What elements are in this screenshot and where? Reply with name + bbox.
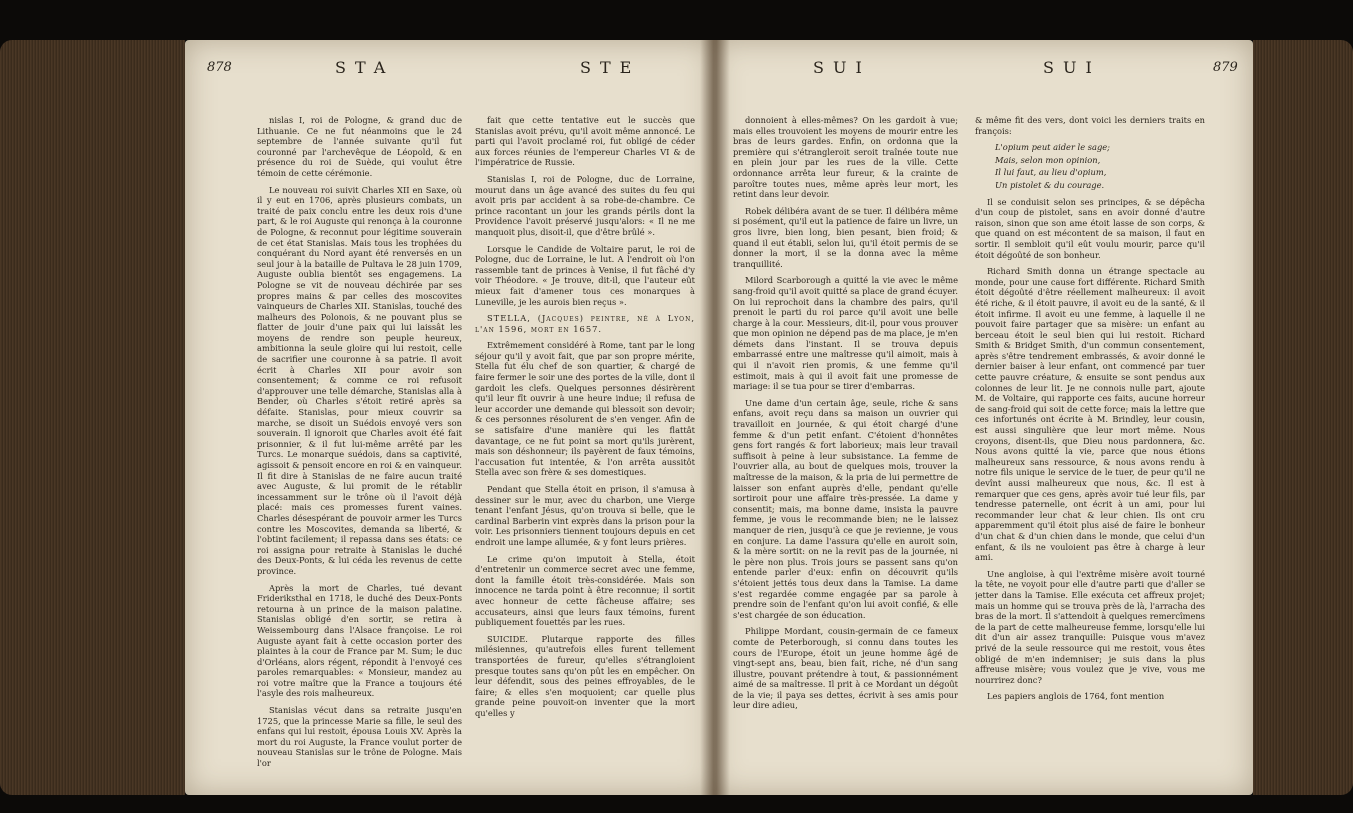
running-header: SUI xyxy=(1043,58,1101,77)
text-column xyxy=(975,115,1205,785)
text-column xyxy=(475,115,695,785)
running-header: SUI xyxy=(813,58,871,77)
paragraph: Après la mort de Charles, tué devant Frideriksthal en 1718, le duché des Deux-Ponts retourna à un prince de la maison palatine. Stanislas obligé d'en sortir, se retira à Weissembourg dans l'Alsace françoise. Le roi Auguste ayant fait à cette occasion porter des plaintes à la cour de France par M. Sum; le duc d'Orléans, alors régent, répondit à l'envoyé ces paroles remarquables: « Monsieur, mandez au roi votre maître que la France a toujours été l'asyle des rois malheureux. xyxy=(257,582,462,699)
poem-line: Mais, selon mon opinion, xyxy=(995,154,1101,165)
paragraph: Stanislas I, roi de Pologne, duc de Lorraine, mourut dans un âge avancé des suites du feu qui avoit pris par accident à sa robe-de-chambre. Ce prince racontant un jour les grands périls dont la Providence l'avoit préservé jusqu'alors: « Il ne me manquoit plus, disoit-il, que d'être brûlé ». xyxy=(475,173,695,237)
paragraph: Lorsque le Candide de Voltaire parut, le roi de Pologne, duc de Lorraine, le lut. A l'endroit où l'on rassemble tant de princes à Venise, il fut fâché d'y voir Théodore. « Je trouve, dit-il, que l'auteur eût mieux fait d'amener tous ces monarques à Luneville, je les aurois bien reçus ». xyxy=(475,243,695,307)
poem-line: Il lui faut, au lieu d'opium, xyxy=(995,167,1107,178)
paragraph: SUICIDE. Plutarque rapporte des filles milésiennes, qu'autrefois elles furent tellement transportées de fureur, qu'elles s'étrangloient presque toutes sans qu'on pût les en empêcher. On leur défendit, sous des peines effroyables, de le faire; & elles s'en moquoient; car quelle plus grande peine pouvoit-on inventer que la mort qu'elles y xyxy=(475,633,695,718)
page-number: 878 xyxy=(207,60,232,75)
paragraph: Stanislas vécut dans sa retraite jusqu'en 1725, que la princesse Marie sa fille, le seul des enfans qui lui restoit, épousa Louis XV. Après la mort du roi Auguste, la France voulut porter de nouveau Stanislas sur le trône de Pologne. Mais l'or xyxy=(257,705,462,769)
paragraph: Une dame d'un certain âge, seule, riche & sans enfans, avoit reçu dans sa maison un ouvrier qui travailloit en journée, & qui étoit chargé d'une femme & d'un petit enfant. C'étoient d'honnêtes gens fort rangés & fort laborieux; mais leur travail suffisoit à peine à leur subsistance. La femme de l'ouvrier alla, au bout de quelques mois, trouver la maîtresse de la maison, & la pria de lui permettre de laisser son enfant auprès d'elle, pendant qu'elle sortiroit pour une affaire très-pressée. La dame y consentit; mais, ma bonne dame, insista la pauvre femme, je vous le recommande bien; ne le laissez manquer de rien, jusqu'à ce que je revienne, je vous en conjure. La dame l'assura qu'elle en auroit soin, & la mère sortit: on ne la revit pas de la journée, ni le père non plus. Trois jours se passent sans qu'on entende parler d'eux: enfin on découvrit qu'ils s'étoient jettés tous deux dans la Tamise. La dame s'est regardée comme engagée par sa parole à prendre soin de l'enfant qu'on lui avoit confié, & elle s'est chargée de son éducation. xyxy=(733,397,958,620)
paragraph: Extrêmement considéré à Rome, tant par le long séjour qu'il y avoit fait, que par son propre mérite, Stella fut élu chef de son quartier, & chargé de faire fermer le soir une des portes de la ville, dont il gardoit les clefs. Quelques personnes désirèrent qu'il leur fît ouvrir à une heure indue; il refusa de leur accorder une demande qui blessoit son devoir; & ces personnes résolurent de s'en venger. Afin de se satisfaire d'une manière qui les flattât davantage, ce ne fut point sa mort qu'ils jurèrent, mais son déshonneur; ils payèrent de faux témoins, l'accusation fut intentée, & l'on arrêta aussitôt Stella avec son frère & ses domestiques. xyxy=(475,340,695,478)
paragraph: Il se conduisit selon ses principes, & se dépêcha d'un coup de pistolet, sans en avoir donné d'autre raison, sinon que son ame étoit lasse de son corps, & que quand on est mécontent de sa maison, il faut en sortir. Il sembloit qu'il eût voulu mourir, parce qu'il étoit dégoûté de son bonheur. xyxy=(975,196,1205,260)
poem-line: L'opium peut aider le sage; xyxy=(995,142,1110,153)
page-number: 879 xyxy=(1213,60,1238,75)
book-page-edges-right xyxy=(1253,40,1353,795)
paragraph: Une angloise, à qui l'extrême misère avoit tourné la tête, ne voyoit pour elle d'autre parti que d'aller se jetter dans la Tamise. Elle exécuta cet affreux projet; mais un homme qui se trouva près de là, l'arracha des bras de la mort. Il s'attendoit à quelques remercîmens de la part de cette malheureuse femme, lorsqu'elle lui dit d'un air assez tranquille: Puisque vous m'avez privé de la seule ressource qui me restoit, vous êtes obligé de m'en indemniser; je suis dans la plus affreuse misère; vous voulez que je vive, vous me nourrirez donc? xyxy=(975,568,1205,685)
paragraph: Les papiers anglois de 1764, font mention xyxy=(987,691,1165,702)
paragraph: Richard Smith donna un étrange spectacle au monde, pour une cause fort différente. Richard Smith étoit dégoûté d'être réellement malheureux: il avoit été riche, & il étoit pauvre, il avoit eu de la santé, & il étoit infirme. Il avoit eu une femme, à laquelle il ne pouvoit faire partager que sa misère: un enfant au berceau étoit le seul bien qui lui restoit. Richard Smith & Bridget Smith, d'un commun consentement, après s'être tendrement embrassés, & avoir donné le dernier baiser à leur enfant, ont commencé par tuer cette pauvre créature, & ensuite se sont pendus aux colonnes de leur lit. Je ne connois nulle part, ajoute M. de Voltaire, qui rapporte ces faits, aucune horreur de sang-froid qui soit de cette force; mais la lettre que ces infortunés ont écrite à M. Brindley, leur cousin, est aussi singulière que leur mort même. Nous croyons, disent-ils, que Dieu nous pardonnera, &c. Nous avons quitté la vie, parce que nous étions malheureux sans ressource, & nous avons rendu à notre fils unique le service de le tuer, de peur qu'il ne devînt aussi malheureux que nous, &c. Il est à remarquer que ces gens, après avoir tué leur fils, par tendresse paternelle, ont écrit à un ami, pour lui recommander leur chat & leur chien. Ils ont cru apparemment qu'il étoit plus aisé de faire le bonheur d'un chat & d'un chien dans le monde, que celui d'un enfant, & ils ne vouloient pas être à charge à leur ami. xyxy=(975,266,1205,563)
text-column xyxy=(733,115,958,785)
paragraph: Philippe Mordant, cousin-germain de ce fameux comte de Peterborough, si connu dans toutes les cours de l'Europe, étoit un jeune homme âgé de vingt-sept ans, beau, bien fait, riche, né d'un sang illustre, pouvant prétendre à tout, & passionnément aimé de sa maîtresse. Il prit à ce Mordant un dégoût de la vie; il paya ses dettes, écrivit à ses amis pour leur dire adieu, xyxy=(733,626,958,711)
paragraph: & même fit des vers, dont voici les derniers traits en françois: xyxy=(975,115,1205,136)
left-page xyxy=(185,40,713,795)
paragraph: Le crime qu'on imputoit à Stella, étoit d'entretenir un commerce secret avec une femme, dont la famille étoit très-considérée. Mais son innocence ne tarda point à être reconnue; il sortit avec honneur de cette fâcheuse affaire; ses accusateurs, ainsi que leurs faux témoins, furent publiquement fouettés par les rues. xyxy=(475,553,695,628)
book-gutter xyxy=(700,40,730,795)
poem xyxy=(995,142,1205,190)
poem-line: Un pistolet & du courage. xyxy=(995,179,1105,190)
text-column xyxy=(257,115,462,785)
paragraph: donnoient à elles-mêmes? On les gardoit à vue; mais elles trouvoient les moyens de mourir entre les bras de leurs gardes. Enfin, on ordonna que la première qui s'étrangleroit seroit traînée toute nue en plein jour par les rues de la ville. Cette ordonnance arrêta leur fureur, & la crainte de paroître toutes nues, même après leur mort, les retint dans leur devoir. xyxy=(733,115,958,200)
entry-heading: STELLA, (Jacques) peintre, né à Lyon, l'an 1596, mort en 1657. xyxy=(475,313,695,334)
paragraph: fait que cette tentative eut le succès que Stanislas avoit prévu, qu'il avoit même annoncé. Le parti qui l'avoit proclamé roi, fut obligé de céder aux forces réunies de l'empereur Charles VI & de l'impératrice de Russie. xyxy=(475,115,695,168)
running-header: STA xyxy=(335,58,395,77)
book-page-edges-left xyxy=(0,40,185,795)
running-header: STE xyxy=(580,58,641,77)
right-page xyxy=(713,40,1253,795)
paragraph: Milord Scarborough a quitté la vie avec le même sang-froid qu'il avoit quitté sa place de grand écuyer. On lui reprochoit dans la chambre des pairs, qu'il prenoit le parti du roi parce qu'il avoit une belle charge à la cour. Messieurs, dit-il, pour vous prouver que mon opinion ne dépend pas de ma place, je m'en démets dans l'instant. Il se trouva depuis embarrassé entre une maîtresse qu'il aimoit, mais à qui il n'avoit rien promis, & une femme qu'il estimoit, mais à qui il avoit fait une promesse de mariage: il se tua pour se tirer d'embarras. xyxy=(733,275,958,392)
paragraph: nislas I, roi de Pologne, & grand duc de Lithuanie. Ce ne fut néanmoins que le 24 septembre de l'année suivante qu'il fut couronné par l'archevêque de Léopold, & en présence du roi de Suède, qui voulut être témoin de cette cérémonie. xyxy=(257,115,462,178)
paragraph: Pendant que Stella étoit en prison, il s'amusa à dessiner sur le mur, avec du charbon, une Vierge tenant l'enfant Jésus, qu'on trouva si belle, que le cardinal Barberin vint exprès dans la prison pour la voir. Les prisonniers tiennent toujours depuis en cet endroit une lampe allumée, & y font leurs prières. xyxy=(475,484,695,547)
paragraph: Le nouveau roi suivit Charles XII en Saxe, où il y eut en 1706, après plusieurs combats, un traité de paix conclu entre les deux rois d'une part, & le roi Auguste qui renonça à la couronne de Pologne, & reconnut pour légitime souverain de cet état Stanislas. Mais tous les trophées du conquérant du Nord ayant été renversés en un seul jour à la bataille de Pultava le 28 juin 1709, Auguste oublia bientôt ses engagemens. La Pologne se vit de nouveau déchirée par ses propres mains & par celles des moscovites vainqueurs de Charles XII. Stanislas, touché des malheurs des Polonois, & ne pouvant plus se flatter de jouir d'une paix qui lui laissât les moyens de rendre son peuple heureux, ambitionna la seule gloire qui lui restoit, celle de sacrifier une couronne à sa patrie. Il avoit écrit à Charles XII pour avoir son consentement; & comme ce roi refusoit d'approuver une telle démarche, Stanislas alla à Bender, où Charles s'étoit retiré après sa défaite. Stanislas, pour mieux couvrir sa marche, se disoit un Suédois envoyé vers son souverain. Il ignoroit que Charles avoit été fait prisonnier, & il fut lui-même arrêté par les Turcs. Le monarque suédois, dans sa captivité, agissoit & pensoit encore en roi & en vainqueur. Il fit dire à Stanislas de ne faire aucun traité avec Auguste, & lui promit de le rétablir incessamment sur le trône où il l'avoit déjà placé: mais ces promesses furent vaines. Charles désespérant de pouvoir armer les Turcs contre les Moscovites, demanda sa liberté, & l'obtint facilement; il repassa dans ses états: ce roi assigna pour retraite à Stanislas le duché des Deux-Ponts, & lui céda les revenus de cette province. xyxy=(257,184,462,576)
paragraph: Robek délibéra avant de se tuer. Il délibéra même si posément, qu'il eut la patience de faire un livre, un gros livre, bien long, bien pesant, bien froid; & quand il eut établi, selon lui, qu'il étoit permis de se donner la mort, il se la donna avec la même tranquillité. xyxy=(733,205,958,269)
